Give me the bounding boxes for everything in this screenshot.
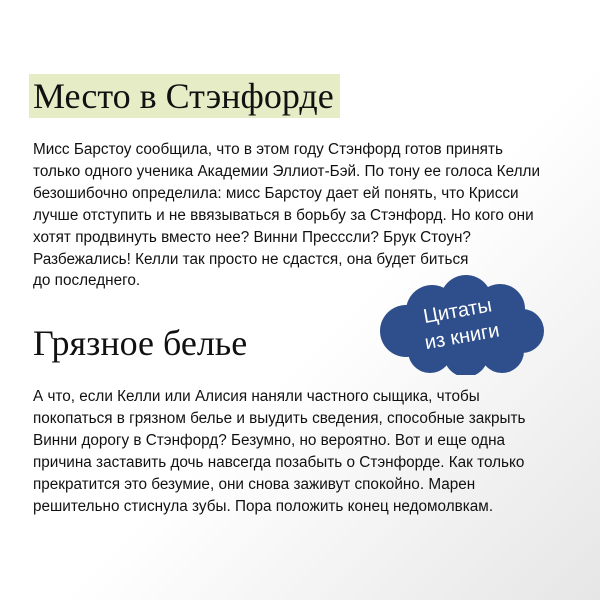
text-line: только одного ученика Академии Эллиот-Бэй. По тону ее голоса Келли (33, 162, 540, 180)
quotes-badge (370, 275, 550, 375)
text-line: хотят продвинуть вместо нее? Винни Пресссли? Брук Стоун? (33, 228, 471, 246)
section-title-dirty-laundry: Грязное белье (33, 323, 248, 363)
text-line: решительно стиснула зубы. Пора положить конец недомолвкам. (33, 497, 494, 515)
text-line: до последнего. (33, 272, 141, 290)
text-line: Винни дорогу в Стэнфорд? Безумно, но вероятно. Вот и еще одна (33, 431, 506, 449)
text-line: прекратится это безумие, они снова заживут спокойно. Марен (33, 475, 476, 493)
section-title-stanford: Место в Стэнфорде (29, 74, 340, 118)
text-line: Разбежались! Келли так просто не сдастся, она будет биться (33, 250, 469, 268)
section-text-dirty-laundry (33, 386, 593, 517)
text-line: лучше отступить и не ввязываться в борьбу за Стэнфорд. Но кого они (33, 206, 534, 224)
text-line: А что, если Келли или Алисия наняли частного сыщика, чтобы (33, 388, 480, 405)
text-line: безошибочно определила: мисс Барстоу дает ей понять, что Крисси (33, 184, 519, 202)
text-line: причина заставить дочь навсегда позабыть о Стэнфорде. Как только (33, 453, 525, 471)
badge-line-quotes: Цитаты (421, 294, 494, 329)
badge-line-from-book: из книги (423, 319, 502, 355)
text-line: Мисс Барстоу сообщила, что в этом году Стэнфорд готов принять (33, 141, 503, 158)
text-line: покопаться в грязном белье и выудить сведения, способные закрыть (33, 409, 526, 427)
